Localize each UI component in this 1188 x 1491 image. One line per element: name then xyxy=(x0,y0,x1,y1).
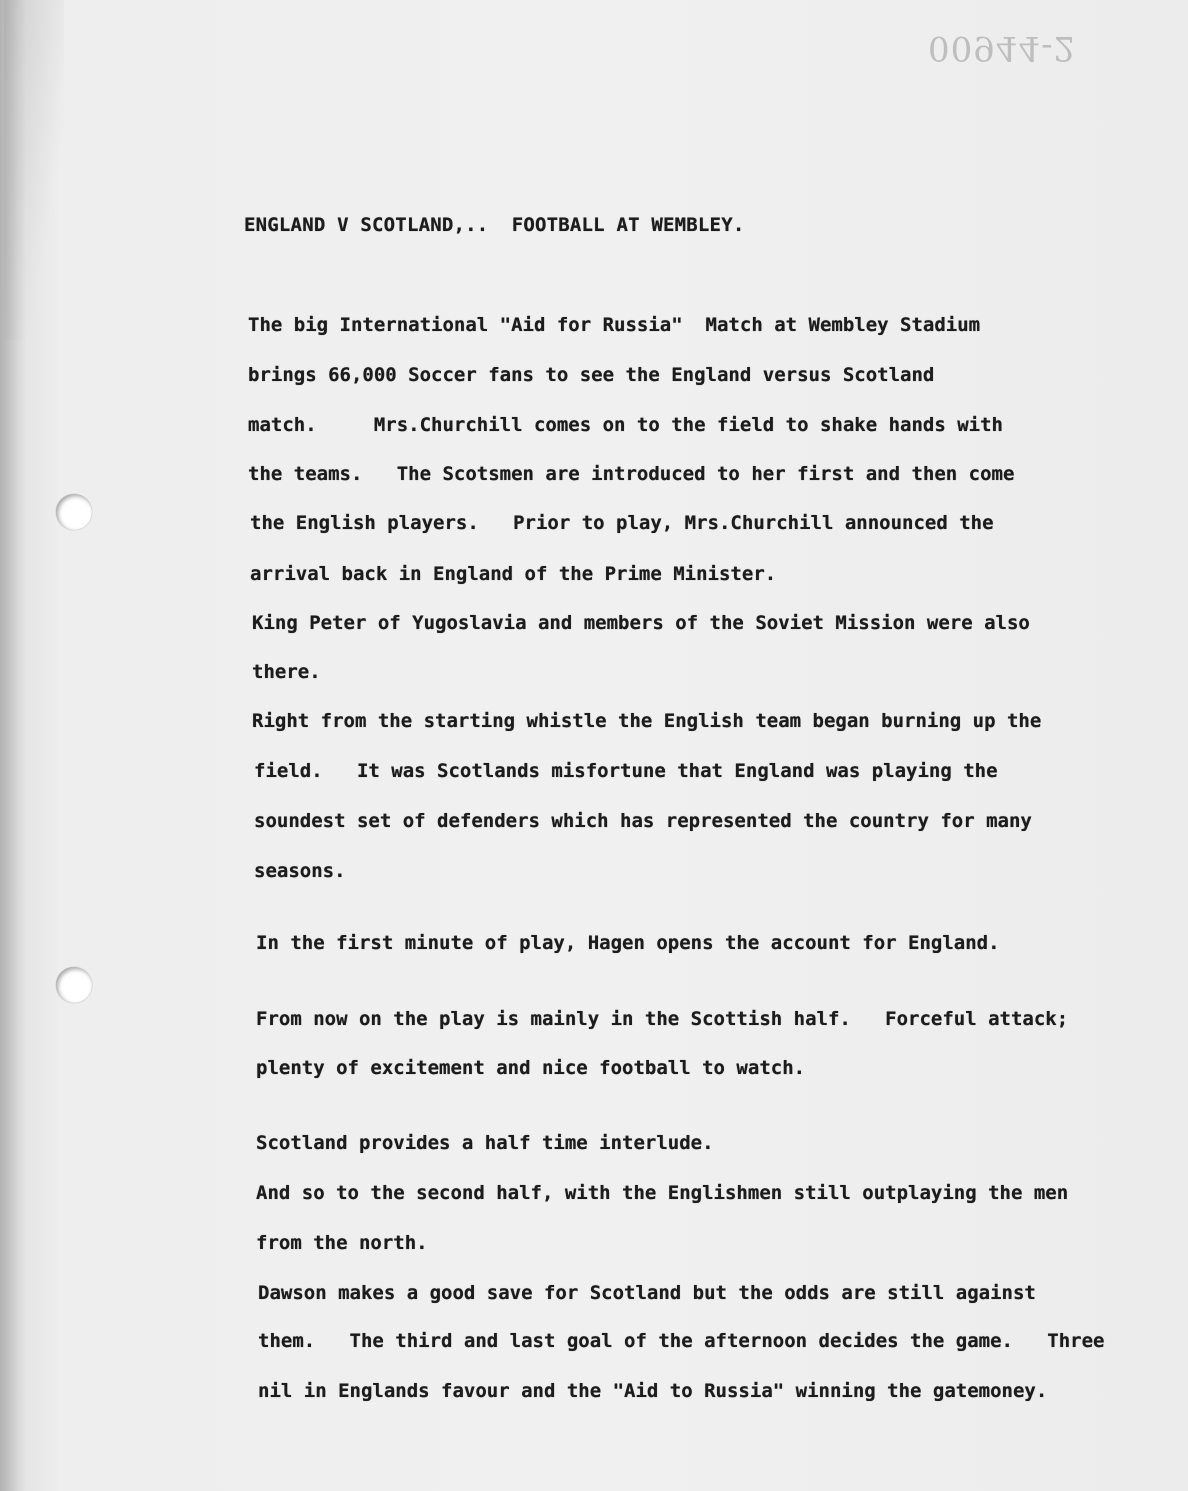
text-line: the teams. The Scotsmen are introduced to her first and then come xyxy=(248,463,1015,485)
document-heading: ENGLAND V SCOTLAND,.. FOOTBALL AT WEMBLEY. xyxy=(244,214,745,236)
text-line: brings 66,000 Soccer fans to see the England versus Scotland xyxy=(248,364,935,386)
text-line: field. It was Scotlands misfortune that England was playing the xyxy=(254,760,998,782)
text-line: From now on the play is mainly in the Scottish half. Forceful attack; xyxy=(256,1008,1069,1030)
text-line: from the north. xyxy=(256,1232,428,1254)
text-line: arrival back in England of the Prime Minister. xyxy=(250,563,777,585)
text-line: nil in Englands favour and the "Aid to Russia" winning the gatemoney. xyxy=(258,1380,1048,1402)
reference-number: 00944-2 xyxy=(928,28,1077,68)
text-line: And so to the second half, with the Englishmen still outplaying the men xyxy=(256,1182,1069,1204)
text-line: the English players. Prior to play, Mrs.Churchill announced the xyxy=(250,512,994,534)
text-line: them. The third and last goal of the afternoon decides the game. Three xyxy=(258,1330,1105,1352)
text-line: The big International "Aid for Russia" Match at Wembley Stadium xyxy=(248,314,981,336)
text-line: King Peter of Yugoslavia and members of the Soviet Mission were also xyxy=(252,612,1030,634)
text-line: there. xyxy=(252,661,321,683)
text-line: Dawson makes a good save for Scotland but the odds are still against xyxy=(258,1282,1036,1304)
text-line: seasons. xyxy=(254,860,346,882)
text-line: Right from the starting whistle the English team began burning up the xyxy=(252,710,1042,732)
text-line: soundest set of defenders which has represented the country for many xyxy=(254,810,1032,832)
text-line: Scotland provides a half time interlude. xyxy=(256,1132,714,1154)
text-line: In the first minute of play, Hagen opens the account for England. xyxy=(256,932,1000,954)
text-line: match. Mrs.Churchill comes on to the field to shake hands with xyxy=(248,414,1003,436)
text-line: plenty of excitement and nice football to watch. xyxy=(256,1057,806,1079)
